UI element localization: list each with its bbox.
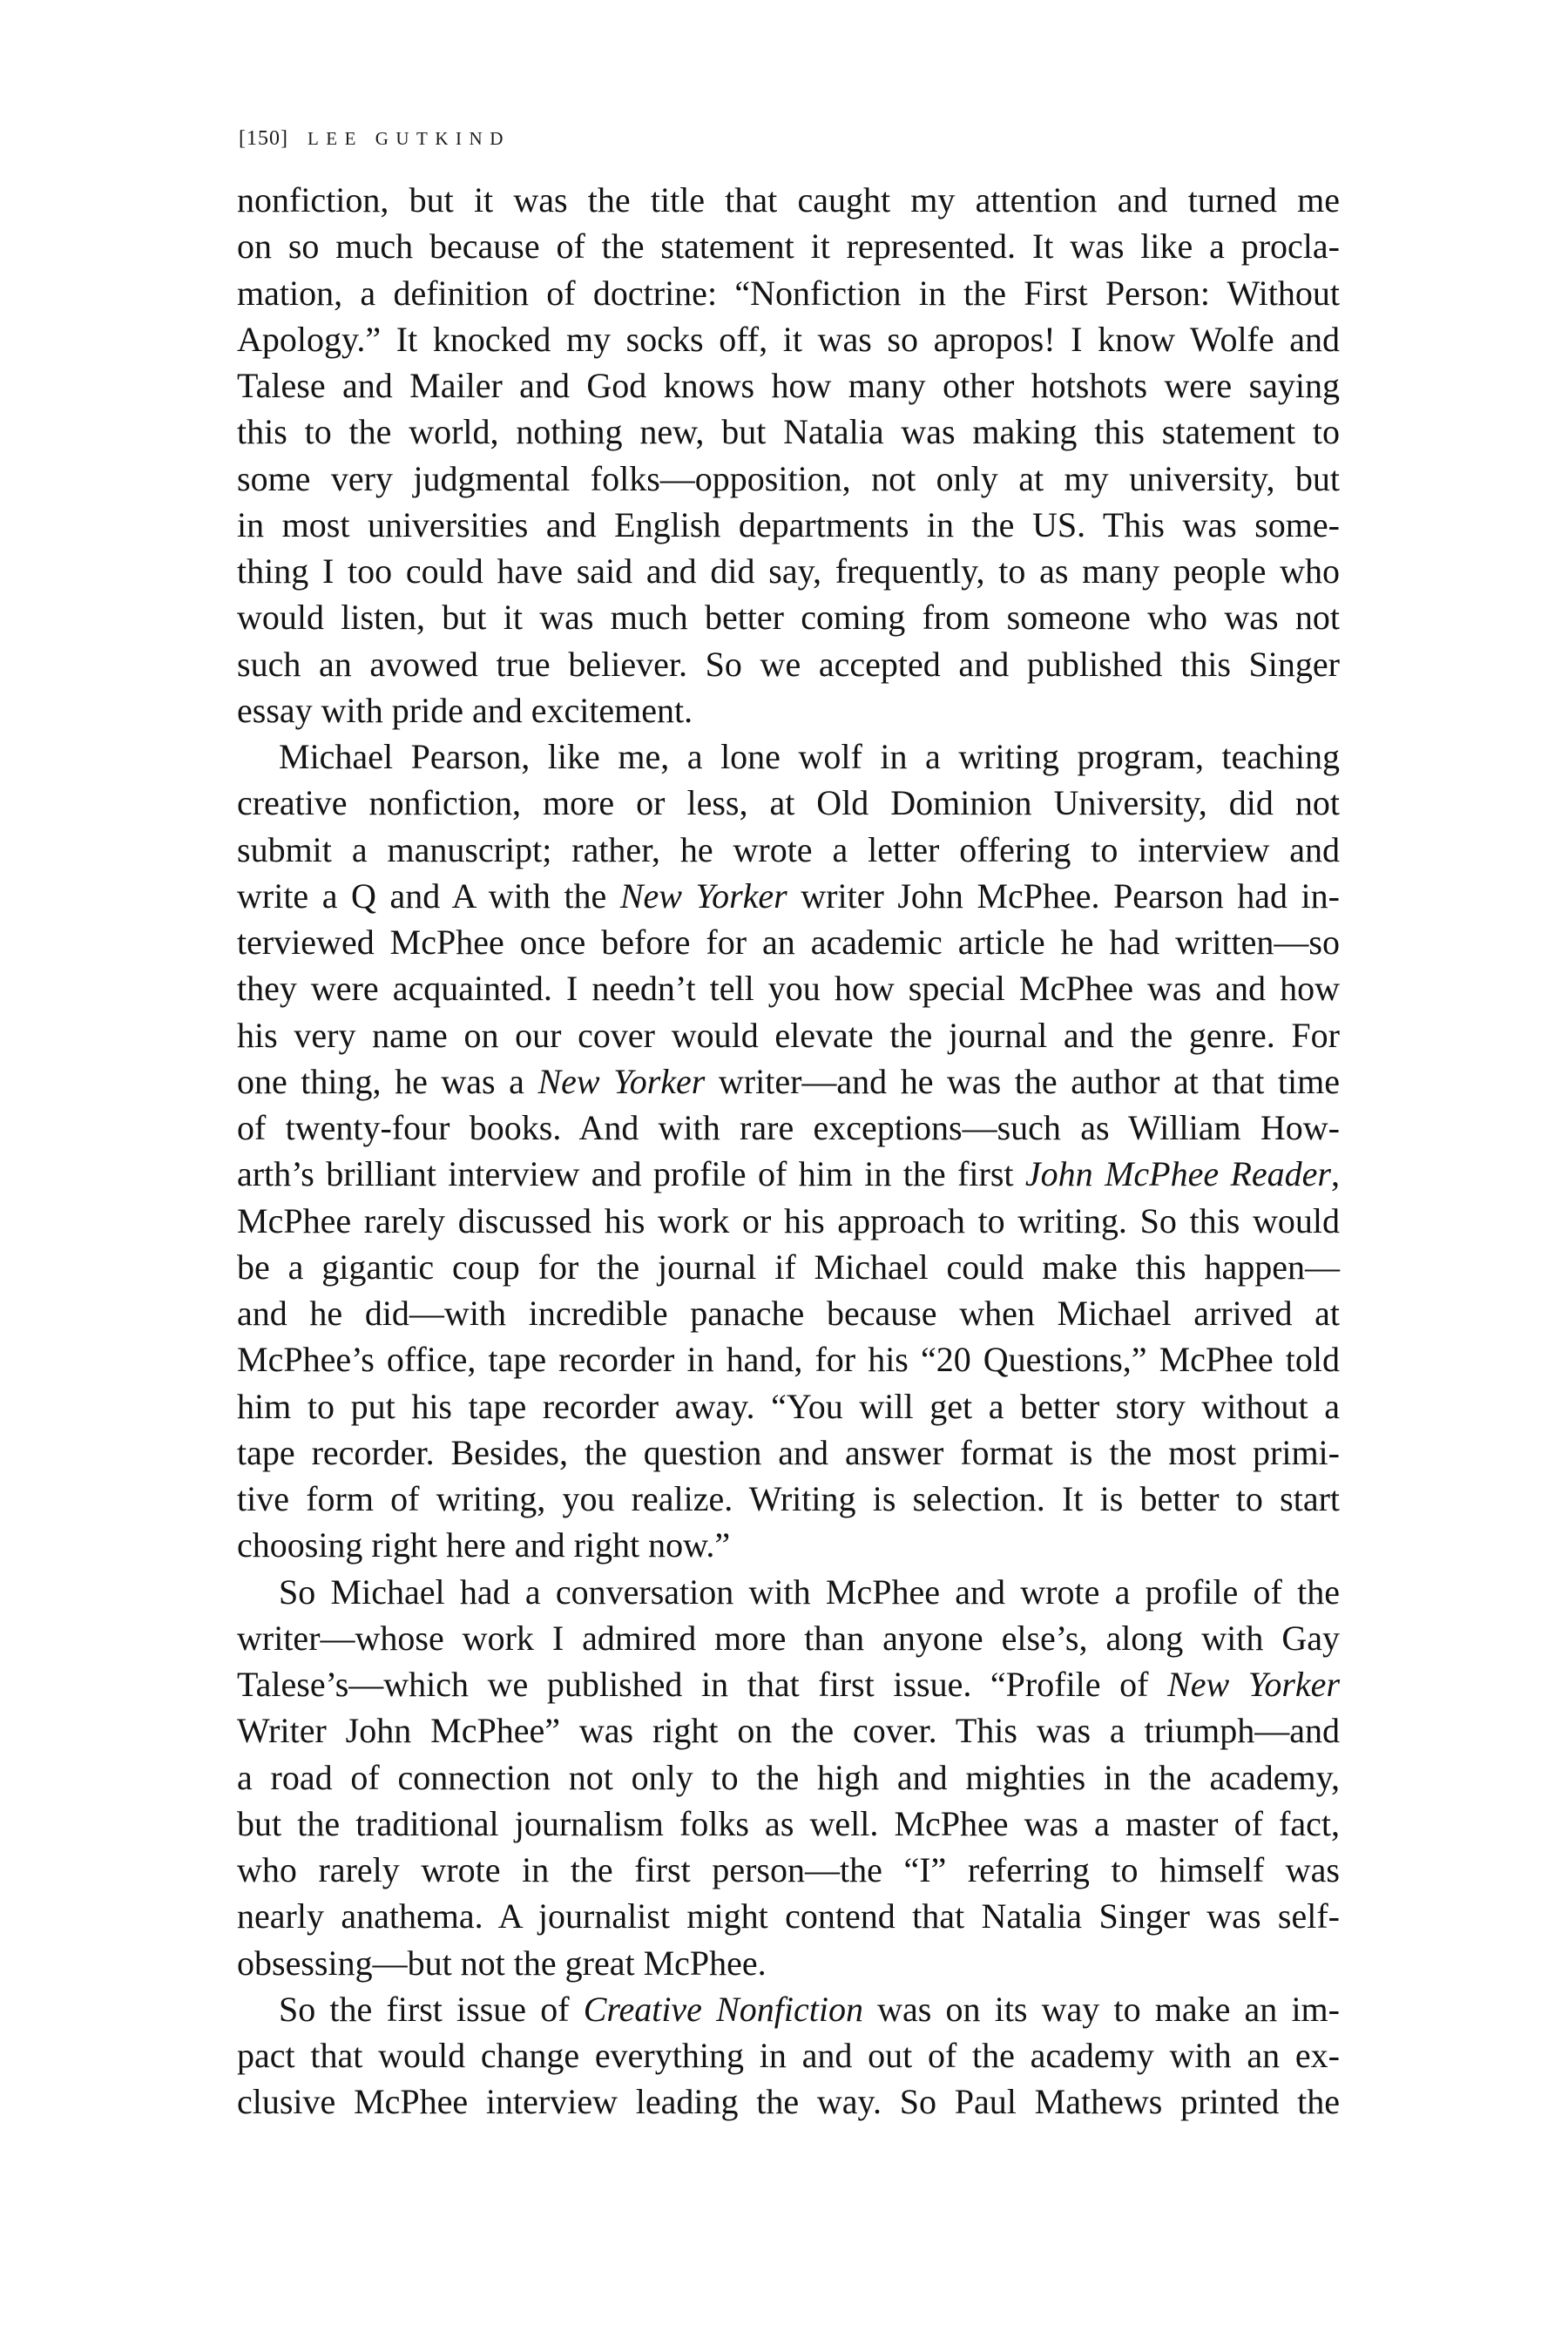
text-segment: Writer John McPhee” was right on the cover. This was a triumph—and xyxy=(237,1711,1340,1751)
text-segment: be a gigantic coup for the journal if Michael could make this happen— xyxy=(237,1247,1340,1287)
text-segment: in most universities and English departments in the US. This was some- xyxy=(237,504,1340,544)
italic-title: New Yorker xyxy=(1167,1665,1341,1704)
text-line xyxy=(237,1476,1340,1522)
text-line xyxy=(237,1058,1340,1105)
text-line xyxy=(237,873,1340,919)
text-line xyxy=(237,362,1340,409)
text-segment: So Michael had a conversation with McPhee and wrote a profile of the xyxy=(279,1571,1340,1612)
text-segment: some very judgmental folks—opposition, not only at my university, but xyxy=(237,458,1340,498)
text-line xyxy=(237,456,1340,502)
text-line xyxy=(237,919,1340,965)
text-segment: his very name on our cover would elevate the journal and the genre. For xyxy=(237,1015,1340,1055)
text-segment: one thing, he was a xyxy=(237,1061,538,1101)
text-line xyxy=(237,270,1340,316)
text-line xyxy=(237,733,1340,780)
text-line xyxy=(237,965,1340,1011)
text-line xyxy=(237,1801,1340,1847)
text-segment: him to put his tape recorder away. “You will get a better story without a xyxy=(237,1386,1340,1426)
text-segment: who rarely wrote in the first person—the “I” referring to himself was xyxy=(237,1850,1340,1889)
text-line xyxy=(237,827,1340,873)
text-segment: would listen, but it was much better coming from someone who was not xyxy=(237,598,1340,638)
text-segment: this to the world, nothing new, but Natalia was making this statement to xyxy=(237,412,1340,452)
text-line xyxy=(237,409,1340,455)
text-line xyxy=(237,1986,1340,2032)
text-segment: essay with pride and excitement. xyxy=(237,690,693,730)
text-segment: writer—and he was the author at that time xyxy=(705,1061,1341,1101)
text-line xyxy=(237,1754,1340,1801)
italic-title: New Yorker xyxy=(537,1061,706,1101)
text-line xyxy=(237,223,1340,269)
text-segment: writer John McPhee. Pearson had in- xyxy=(787,875,1340,916)
text-segment: McPhee’s office, tape recorder in hand, for his “20 Questions,” McPhee told xyxy=(237,1340,1340,1380)
text-line xyxy=(237,316,1340,362)
text-segment: of twenty-four books. And with rare exceptions—such as William How- xyxy=(237,1108,1340,1147)
text-line xyxy=(237,1893,1340,1939)
text-segment: a road of connection not only to the high and mighties in the academy, xyxy=(237,1757,1340,1797)
text-segment: creative nonfiction, more or less, at Old Dominion University, did not xyxy=(237,783,1340,823)
text-line xyxy=(237,641,1340,687)
text-segment: on so much because of the statement it represented. It was like a procla- xyxy=(237,226,1340,267)
body-text xyxy=(237,177,1340,2126)
text-segment: , xyxy=(1331,1154,1341,1194)
text-segment: obsessing—but not the great McPhee. xyxy=(237,1943,767,1983)
text-line xyxy=(237,1244,1340,1290)
text-segment: they were acquainted. I needn’t tell you how special McPhee was and how xyxy=(237,969,1340,1009)
text-line xyxy=(237,1012,1340,1058)
italic-title: New Yorker xyxy=(619,875,787,916)
text-segment: was on its way to make an im- xyxy=(863,1989,1340,2029)
text-segment: write a Q and A with the xyxy=(237,875,620,916)
text-line xyxy=(237,1522,1340,1568)
text-segment: McPhee rarely discussed his work or his approach to writing. So this would xyxy=(237,1200,1340,1240)
text-segment: Talese’s—which we published in that first issue. “Profile of xyxy=(237,1665,1168,1704)
text-line xyxy=(237,1707,1340,1754)
text-line xyxy=(237,780,1340,826)
text-line xyxy=(237,1569,1340,1615)
text-segment: Apology.” It knocked my socks off, it was so apropos! I know Wolfe and xyxy=(237,319,1340,359)
text-line xyxy=(237,1383,1340,1429)
text-line xyxy=(237,2078,1340,2125)
text-segment: arth’s brilliant interview and profile of him in the first xyxy=(237,1154,1025,1194)
text-line xyxy=(237,177,1340,223)
text-segment: nearly anathema. A journalist might contend that Natalia Singer was self- xyxy=(237,1896,1340,1936)
text-line xyxy=(237,548,1340,594)
text-segment: tape recorder. Besides, the question and answer format is the most primi- xyxy=(237,1432,1340,1472)
italic-title: John McPhee Reader xyxy=(1024,1154,1332,1194)
text-line xyxy=(237,2032,1340,2078)
text-line xyxy=(237,687,1340,733)
text-segment: nonfiction, but it was the title that caught my attention and turned me xyxy=(237,180,1340,220)
italic-title: Creative Nonfiction xyxy=(583,1989,863,2029)
running-head xyxy=(239,125,510,152)
text-segment: such an avowed true believer. So we accepted and published this Singer xyxy=(237,644,1340,684)
paragraph xyxy=(237,1569,1340,1986)
text-line xyxy=(237,1151,1340,1197)
text-segment: mation, a definition of doctrine: “Nonfiction in the First Person: Without xyxy=(237,273,1340,313)
text-line xyxy=(237,1198,1340,1244)
text-segment: clusive McPhee interview leading the way. So Paul Mathews printed the xyxy=(237,2082,1340,2122)
text-segment: Michael Pearson, like me, a lone wolf in a writing program, teaching xyxy=(279,737,1340,776)
text-line xyxy=(237,1290,1340,1336)
text-line xyxy=(237,502,1340,548)
text-segment: terviewed McPhee once before for an academic article he had written—so xyxy=(237,923,1340,962)
text-segment: pact that would change everything in and out of the academy with an ex- xyxy=(237,2036,1340,2075)
text-segment: So the first issue of xyxy=(279,1989,584,2029)
paragraph xyxy=(237,733,1340,1569)
text-line xyxy=(237,1429,1340,1476)
text-segment: writer—whose work I admired more than anyone else’s, along with Gay xyxy=(237,1618,1340,1658)
running-head-author: LEE GUTKIND xyxy=(307,128,510,149)
text-segment: choosing right here and right now.” xyxy=(237,1525,731,1565)
text-line xyxy=(237,594,1340,640)
paragraph xyxy=(237,177,1340,733)
text-segment: tive form of writing, you realize. Writing is selection. It is better to start xyxy=(237,1479,1340,1518)
text-segment: but the traditional journalism folks as well. McPhee was a master of fact, xyxy=(237,1803,1340,1843)
text-segment: Talese and Mailer and God knows how many other hotshots were saying xyxy=(237,366,1340,405)
text-line xyxy=(237,1105,1340,1151)
text-line xyxy=(237,1661,1340,1707)
text-line xyxy=(237,1847,1340,1893)
text-segment: thing I too could have said and did say, frequently, to as many people who xyxy=(237,551,1340,591)
paragraph xyxy=(237,1986,1340,2126)
text-line xyxy=(237,1615,1340,1661)
text-line xyxy=(237,1336,1340,1382)
text-segment: and he did—with incredible panache because when Michael arrived at xyxy=(237,1294,1340,1333)
text-segment: submit a manuscript; rather, he wrote a letter offering to interview and xyxy=(237,829,1340,869)
page-number: [150] xyxy=(239,127,288,150)
text-line xyxy=(237,1940,1340,1986)
